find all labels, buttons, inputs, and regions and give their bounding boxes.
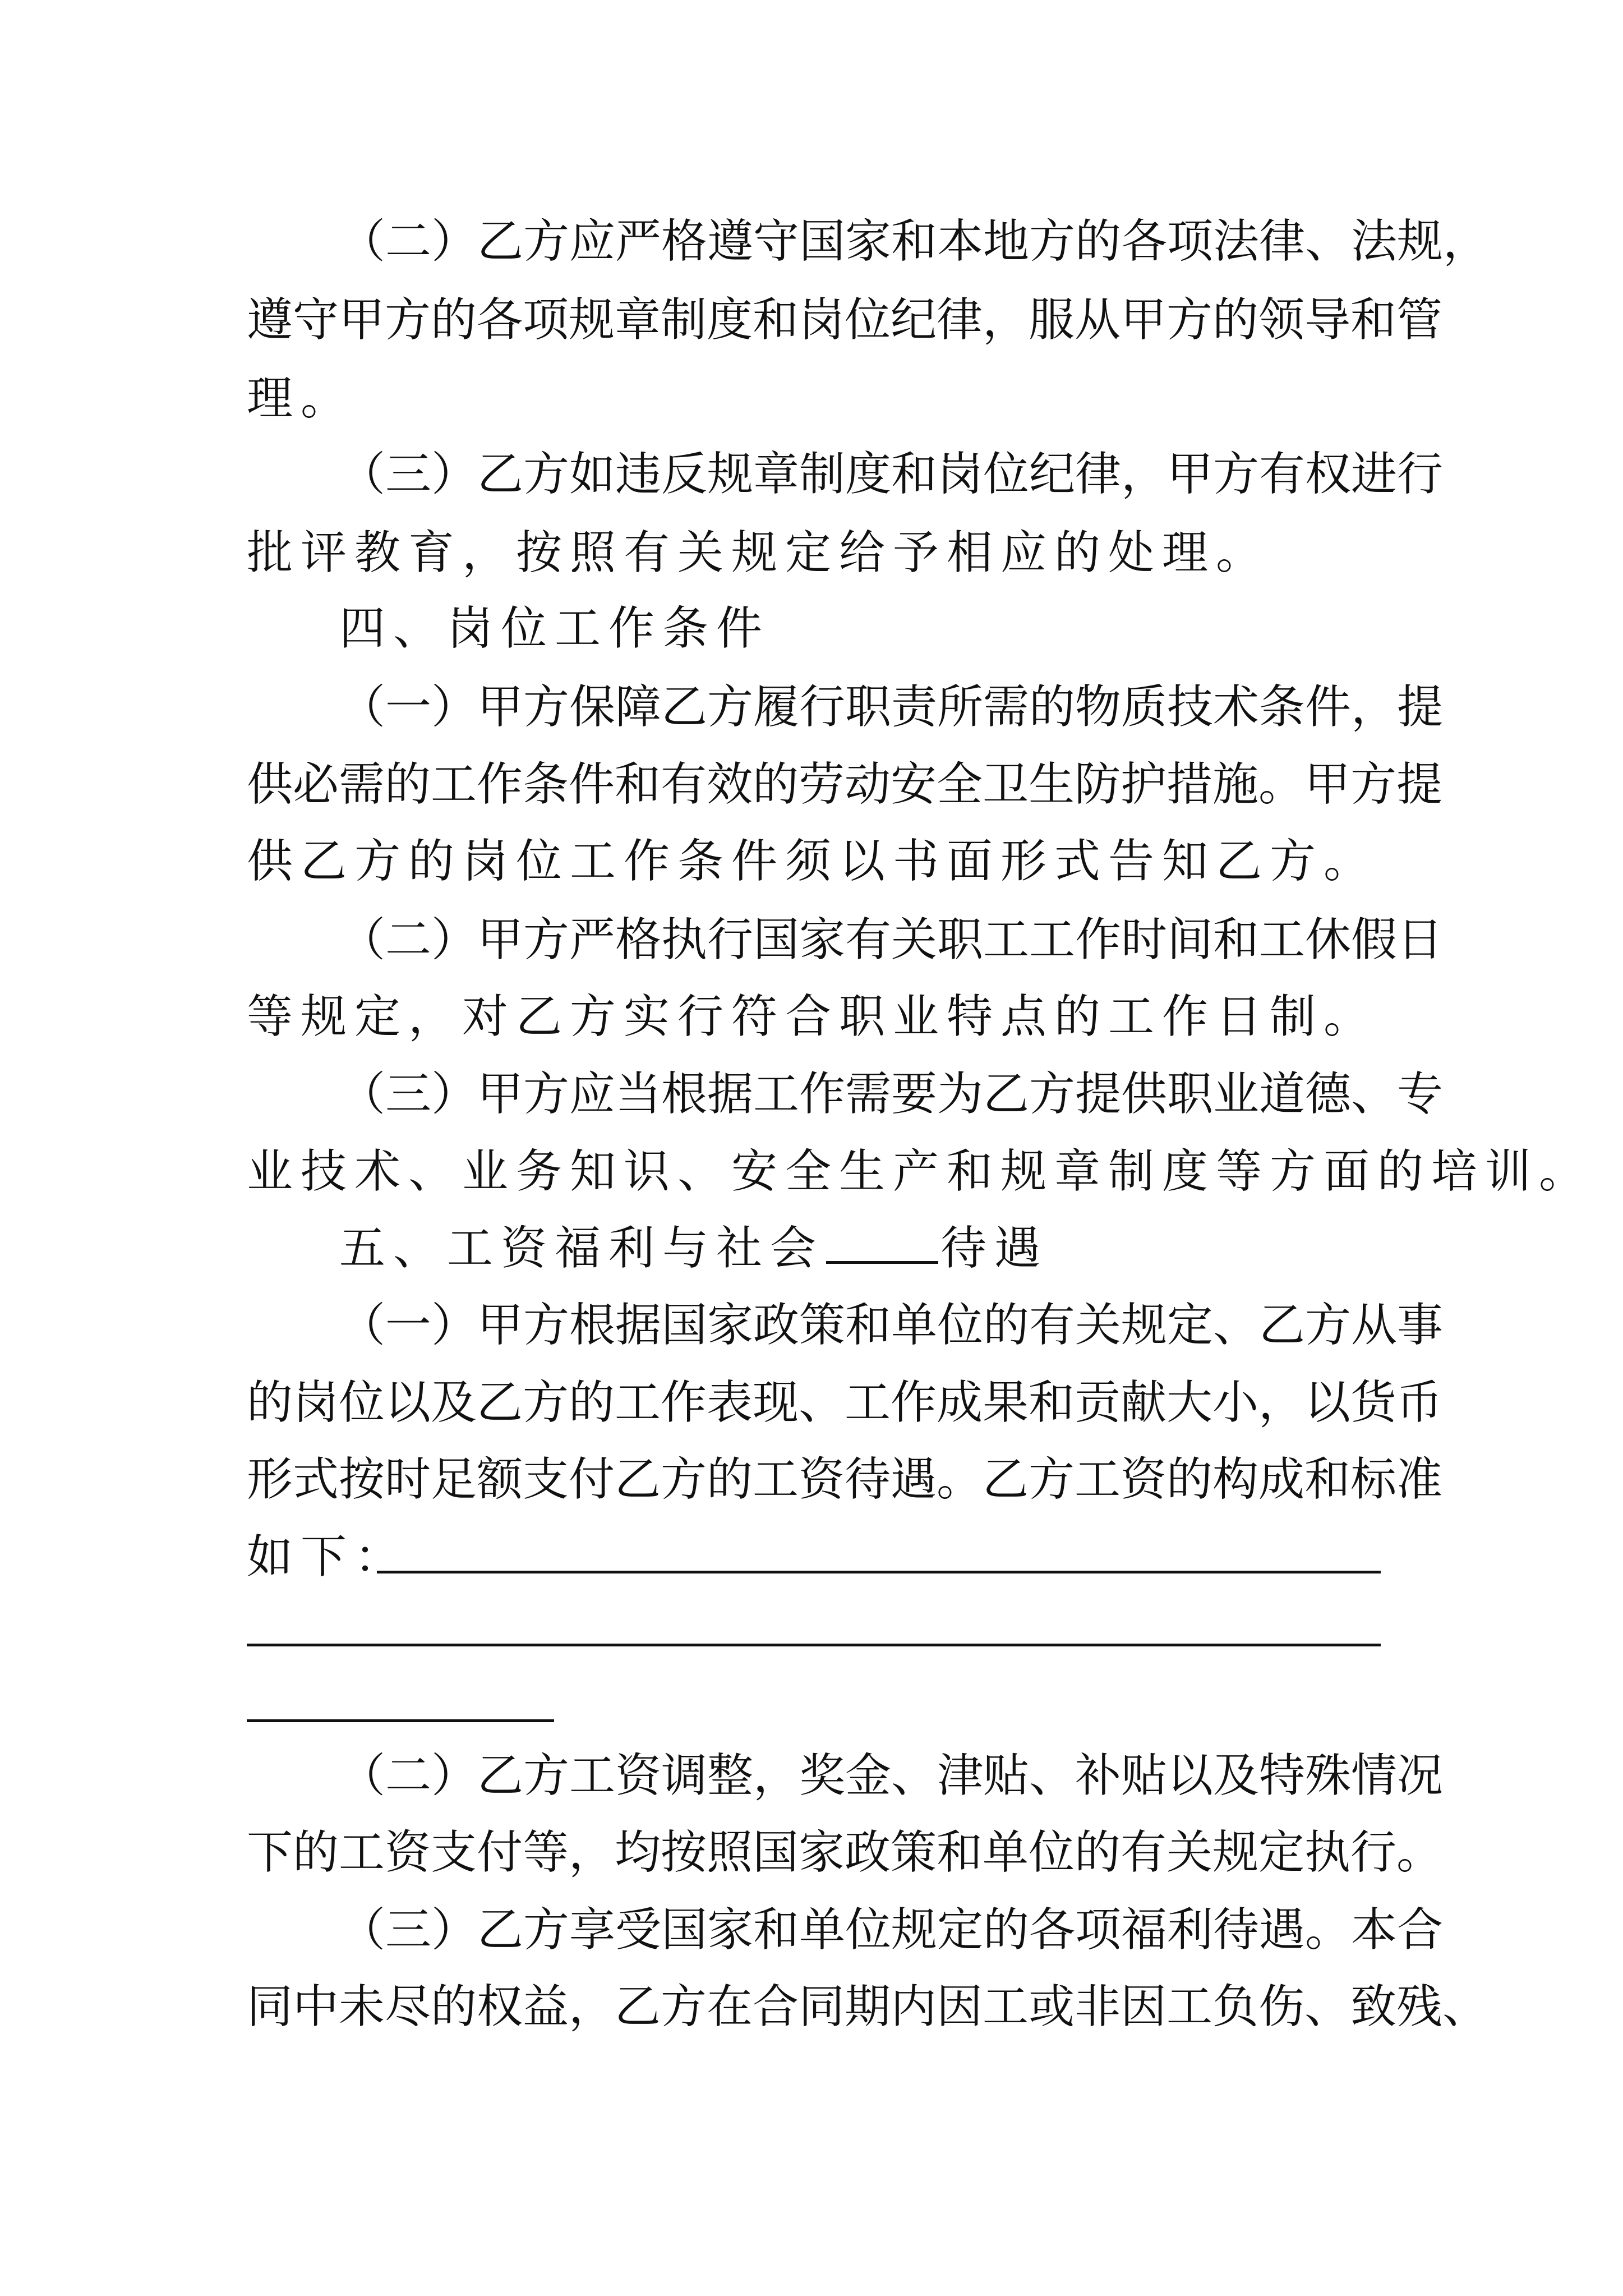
- paragraph-line: 形式按时足额支付乙方的工资待遇。乙方工资的构成和标准: [247, 1453, 1443, 1506]
- paragraph-line: 供乙方的岗位工作条件须以书面形式告知乙方。: [247, 835, 1378, 888]
- fill-line: [247, 1644, 1381, 1646]
- section-heading: [339, 1222, 1385, 1275]
- paragraph-line: （三）乙方享受国家和单位规定的各项福利待遇。本合: [339, 1903, 1444, 1957]
- fill-blank: [826, 1259, 938, 1264]
- paragraph-line: 业技术、业务知识、安全生产和规章制度等方面的培训。: [247, 1145, 1593, 1198]
- paragraph-line: 遵守甲方的各项规章制度和岗位纪律，服从甲方的领导和管: [247, 293, 1443, 347]
- paragraph-line: 的岗位以及乙方的工作表现、工作成果和贡献大小，以货币: [247, 1376, 1443, 1429]
- paragraph-line: 等规定，对乙方实行符合职业特点的工作日制。: [247, 990, 1378, 1043]
- paragraph-line: （三）乙方如违反规章制度和岗位纪律，甲方有权进行: [339, 448, 1444, 501]
- section-heading: 四、岗位工作条件: [339, 602, 771, 655]
- heading-part: 待遇: [940, 1222, 1049, 1275]
- paragraph-line: （一）甲方根据国家政策和单位的有关规定、乙方从事: [339, 1299, 1444, 1352]
- paragraph-line: 下的工资支付等，均按照国家政策和单位的有关规定执行。: [247, 1826, 1443, 1879]
- paragraph-line: 供必需的工作条件和有效的劳动安全卫生防护措施。甲方提: [247, 758, 1443, 811]
- heading-part: 五、工资福利与社会: [339, 1222, 824, 1275]
- paragraph-line: 同中未尽的权益，乙方在合同期内因工或非因工负伤、致残、: [247, 1980, 1489, 2033]
- paragraph-line: （三）甲方应当根据工作需要为乙方提供职业道德、专: [339, 1068, 1444, 1121]
- paragraph-line: （二）乙方工资调整，奖金、津贴、补贴以及特殊情况: [339, 1749, 1444, 1802]
- fill-line: [247, 1719, 554, 1722]
- paragraph-line: 批评教育，按照有关规定给予相应的处理。: [247, 526, 1270, 579]
- fill-line: [377, 1571, 1381, 1573]
- paragraph-line: 理。: [247, 372, 355, 425]
- paragraph-line: （一）甲方保障乙方履行职责所需的物质技术条件，提: [339, 680, 1444, 734]
- paragraph-line: 如下：: [247, 1530, 409, 1584]
- paragraph-line: （二）乙方应严格遵守国家和本地方的各项法律、法规，: [339, 215, 1490, 268]
- paragraph-line: （二）甲方严格执行国家有关职工工作时间和工休假日: [339, 913, 1444, 967]
